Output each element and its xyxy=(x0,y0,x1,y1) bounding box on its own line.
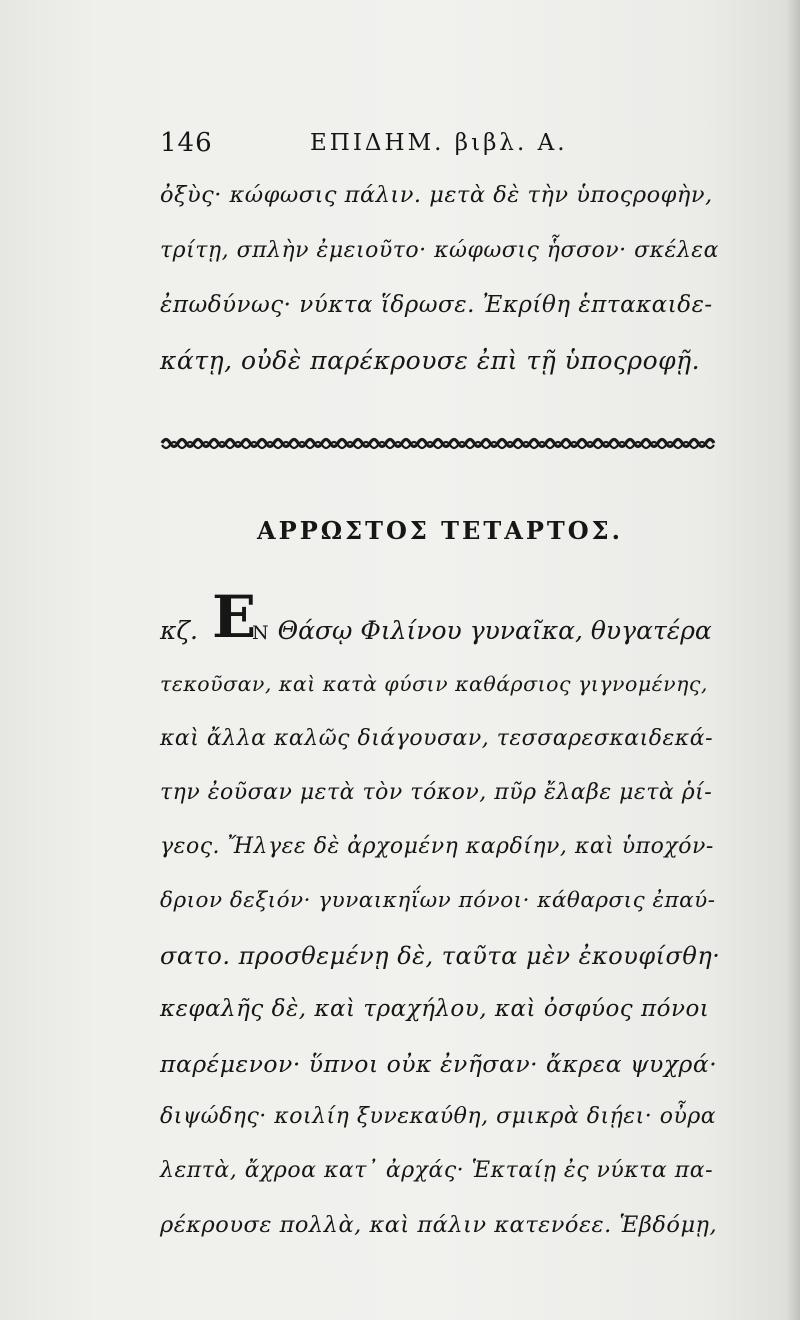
text-line: ρέκρουσε πολλὰ, καὶ πάλιν κατενόεε. Ἑβδόμῃ, xyxy=(160,1212,718,1238)
text-line: παρέμενον· ὕπνοι οὐκ ἐνῆσαν· ἄκρεα ψυχρά· xyxy=(160,1050,718,1078)
text-line: γεος. Ἤλγεε δὲ ἀρχομένη καρδίην, καὶ ὑποχόν- xyxy=(160,834,714,859)
section-title: ΑΡΡΩΣΤΟΣ ΤΕΤΑΡΤΟΣ. xyxy=(257,516,623,545)
first-text-line xyxy=(252,616,712,645)
running-title: ΕΠΙΔΗΜ. βιβλ. Α. xyxy=(310,130,568,156)
text-line: τρίτῃ, σπλὴν ἐμειοῦτο· κώφωσις ἧσσον· σκέλεα xyxy=(160,238,719,263)
text-line: την ἐοῦσαν μετὰ τὸν τόκον, πῦρ ἔλαβε μετὰ ῥί- xyxy=(160,780,713,805)
section-number: κζ. xyxy=(160,616,198,645)
text-line: καὶ ἄλλα καλῶς διάγουσαν, τεσσαρεσκαιδεκά- xyxy=(160,726,714,751)
text-line: κάτῃ, οὐδὲ παρέκρουσε ἐπὶ τῇ ὑποςροφῇ. xyxy=(160,346,701,375)
text-line: δριον δεξιόν· γυναικηΐων πόνοι· κάθαρσις ἐπαύ- xyxy=(160,888,716,913)
ornamental-rule xyxy=(160,432,720,454)
drop-cap: Ε xyxy=(212,583,257,651)
first-line-rest: Θάσῳ Φιλίνου γυναῖκα, θυγατέρα xyxy=(277,616,712,645)
text-line: διψώδης· κοιλίη ξυνεκαύθη, σμικρὰ διῄει· οὖρα xyxy=(160,1104,717,1129)
page-edge-shadow xyxy=(786,0,800,1320)
first-word-rest: Ν xyxy=(252,622,270,644)
text-line: κεφαλῆς δὲ, καὶ τραχήλου, καὶ ὀσφύος πόνοι xyxy=(160,996,710,1022)
text-line: ἐπωδύνως· νύκτα ἵδρωσε. Ἐκρίθη ἑπτακαιδε- xyxy=(160,292,713,318)
text-line: ὀξὺς· κώφωσις πάλιν. μετὰ δὲ τὴν ὑποςροφὴν, xyxy=(160,182,713,208)
text-line: τεκοῦσαν, καὶ κατὰ φύσιν καθάρσιος γιγνομένης, xyxy=(160,672,708,696)
running-head xyxy=(160,128,720,168)
text-line: λεπτὰ, ἄχροα κατ᾽ ἀρχάς· Ἑκταίῃ ἐς νύκτα πα- xyxy=(160,1158,713,1183)
text-line: σατο. προσθεμένῃ δὲ, ταῦτα μὲν ἐκουφίσθη· xyxy=(160,942,721,970)
page-number: 146 xyxy=(160,128,213,158)
